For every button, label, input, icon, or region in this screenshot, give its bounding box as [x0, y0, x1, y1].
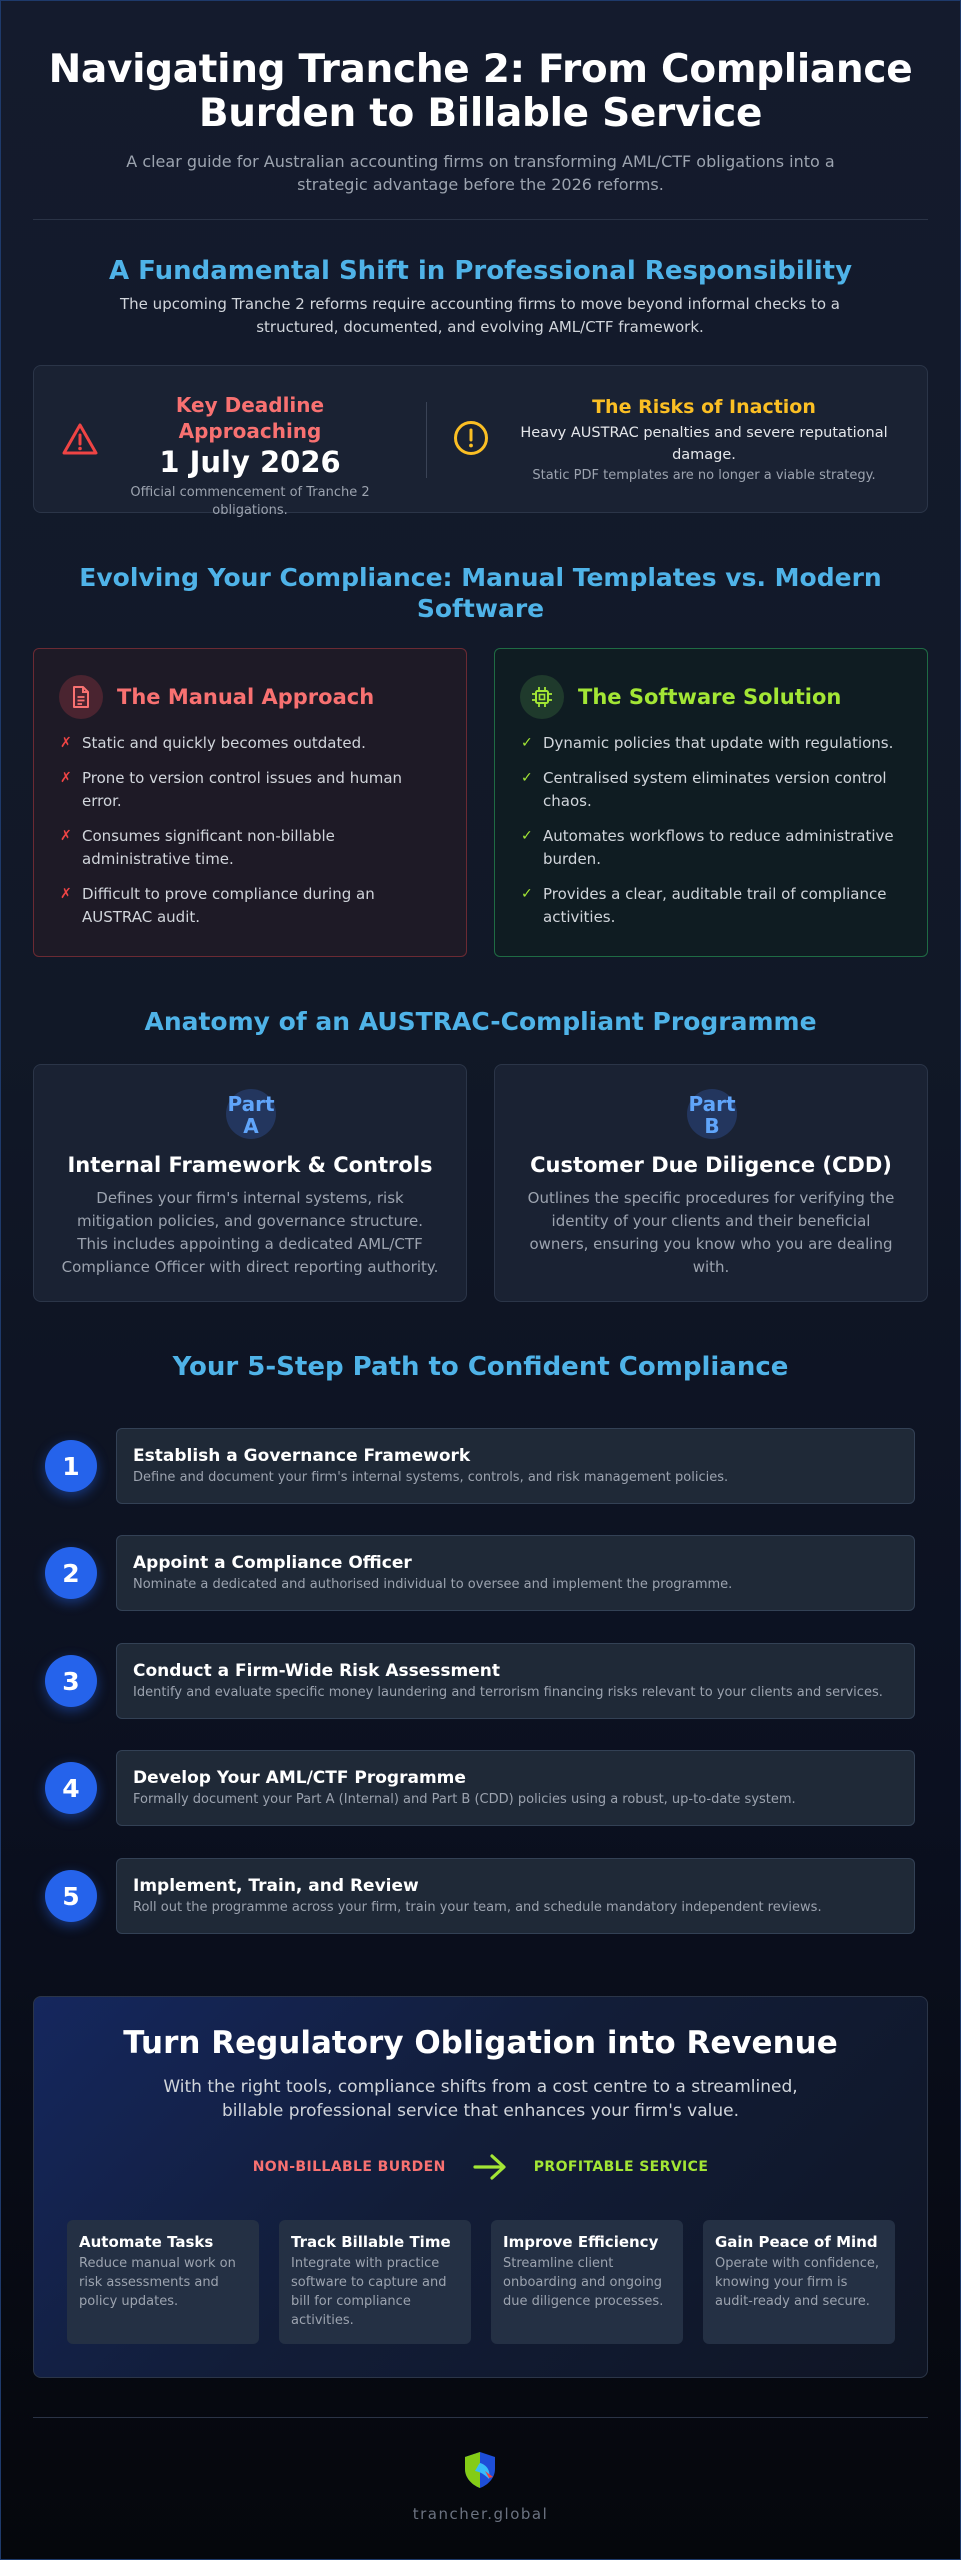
steps-title: Your 5-Step Path to Confident Compliance	[172, 1352, 789, 1382]
shift-description: The upcoming Tranche 2 reforms require accounting firms to move beyond informal checks to a structured, documented, and evolving AML/CTF framework.	[120, 295, 840, 336]
feature-text: Operate with confidence, knowing your firm is audit-ready and secure.	[715, 2256, 880, 2309]
feature-text: Integrate with practice software to capture and bill for compliance activities.	[291, 2256, 447, 2328]
part-b-badge: Part B	[687, 1089, 737, 1139]
feature-title: Gain Peace of Mind	[715, 2233, 878, 2251]
compare-title: Evolving Your Compliance: Manual Templates vs. Modern Software	[79, 563, 882, 623]
part-b-card	[494, 1064, 928, 1302]
list-item: ✗ Static and quickly becomes outdated.	[60, 732, 445, 755]
check-icon: ✓	[521, 770, 533, 786]
manual-approach-card	[33, 648, 467, 957]
step-text: Nominate a dedicated and authorised individual to oversee and implement the programme.	[133, 1577, 733, 1592]
part-a-title: Internal Framework & Controls	[67, 1153, 433, 1177]
revenue-card	[33, 1996, 928, 2378]
step-box	[116, 1750, 915, 1826]
revenue-subtitle: With the right tools, compliance shifts from a cost centre to a streamlined, billable professional service that enhances your firm's value.	[163, 2077, 798, 2121]
feature-peace-of-mind	[703, 2220, 895, 2344]
profitable-label: PROFITABLE SERVICE	[533, 2159, 709, 2175]
feature-title: Automate Tasks	[79, 2233, 214, 2251]
step-text: Identify and evaluate specific money laundering and terrorism financing risks relevant to your clients and services.	[133, 1685, 883, 1700]
step-box	[116, 1428, 915, 1504]
deadline-note: Official commencement of Tranche 2 obligations.	[130, 485, 370, 518]
info-circle-icon	[452, 419, 490, 457]
list-item: ✗ Prone to version control issues and human error.	[60, 767, 445, 813]
step-title: Conduct a Firm-Wide Risk Assessment	[133, 1661, 500, 1681]
anatomy-title: Anatomy of an AUSTRAC-Compliant Programme	[144, 1007, 817, 1036]
step-number: 5	[45, 1870, 97, 1922]
vertical-divider	[426, 402, 427, 478]
footer-divider	[33, 2417, 928, 2418]
step-title: Develop Your AML/CTF Programme	[133, 1768, 466, 1788]
risk-block	[494, 394, 914, 485]
check-icon: ✓	[521, 735, 533, 751]
deadline-card	[33, 365, 928, 518]
page-title: Navigating Tranche 2: From Compliance Burden to Billable Service	[48, 47, 913, 136]
step-text: Define and document your firm's internal systems, controls, and risk management policies.	[133, 1470, 729, 1485]
warning-triangle-icon	[60, 419, 100, 459]
list-item: ✗ Consumes significant non-billable administrative time.	[60, 825, 445, 871]
step-title: Implement, Train, and Review	[133, 1876, 419, 1896]
software-solution-card	[494, 648, 928, 957]
manual-list	[60, 732, 445, 941]
step-text: Formally document your Part A (Internal) and Part B (CDD) policies using a robust, up-to-date system.	[133, 1792, 796, 1807]
list-item: ✗ Difficult to prove compliance during an AUSTRAC audit.	[60, 883, 445, 929]
cross-icon: ✗	[60, 770, 72, 786]
risk-text: Heavy AUSTRAC penalties and severe reputational damage.	[520, 425, 888, 463]
software-title: The Software Solution	[578, 685, 842, 709]
step-number: 2	[45, 1547, 97, 1599]
feature-improve-efficiency	[491, 2220, 683, 2344]
step-box	[116, 1535, 915, 1611]
part-a-card	[33, 1064, 467, 1302]
part-a-text: Defines your firm's internal systems, risk mitigation policies, and governance structure. This includes appointing a dedicated AML/CTF Compliance Officer with direct reporting authority.	[61, 1189, 439, 1276]
feature-title: Track Billable Time	[291, 2233, 451, 2251]
feature-track-billable-time	[279, 2220, 471, 2344]
page-subtitle: A clear guide for Australian accounting firms on transforming AML/CTF obligations into a strategic advantage before the 2026 reforms.	[126, 152, 835, 194]
deadline-block	[110, 392, 390, 520]
step-2	[45, 1535, 915, 1611]
manual-header	[59, 675, 374, 719]
step-box	[116, 1643, 915, 1719]
arrow-right-icon	[472, 2152, 508, 2182]
cross-icon: ✗	[60, 886, 72, 902]
step-number: 1	[45, 1440, 97, 1492]
revenue-title: Turn Regulatory Obligation into Revenue	[123, 2025, 838, 2061]
step-box	[116, 1858, 915, 1934]
software-header	[520, 675, 841, 719]
check-icon: ✓	[521, 886, 533, 902]
footer-site[interactable]: trancher.global	[412, 2505, 549, 2523]
step-title: Establish a Governance Framework	[133, 1446, 471, 1466]
burden-to-profit-flow	[34, 2150, 927, 2184]
feature-text: Reduce manual work on risk assessments and policy updates.	[79, 2256, 236, 2309]
page-header	[33, 48, 928, 196]
list-item: ✓ Centralised system eliminates version control chaos.	[521, 767, 906, 813]
chip-icon	[520, 675, 564, 719]
step-3	[45, 1643, 915, 1719]
risk-label: The Risks of Inaction	[592, 396, 816, 418]
list-item: ✓ Dynamic policies that update with regulations.	[521, 732, 906, 755]
feature-title: Improve Efficiency	[503, 2233, 659, 2251]
software-list	[521, 732, 906, 941]
step-title: Appoint a Compliance Officer	[133, 1553, 412, 1573]
divider	[33, 219, 928, 220]
step-5	[45, 1858, 915, 1934]
deadline-label: Key Deadline Approaching	[175, 393, 325, 443]
feature-text: Streamline client onboarding and ongoing due diligence processes.	[503, 2256, 664, 2309]
part-a-badge: Part A	[226, 1089, 276, 1139]
part-b-title: Customer Due Diligence (CDD)	[530, 1153, 892, 1177]
deadline-date: 1 July 2026	[159, 445, 341, 479]
list-item: ✓ Automates workflows to reduce administrative burden.	[521, 825, 906, 871]
part-b-text: Outlines the specific procedures for verifying the identity of your clients and their beneficial owners, ensuring you know who you are dealing with.	[527, 1189, 895, 1276]
manual-title: The Manual Approach	[117, 685, 375, 709]
feature-automate-tasks	[67, 2220, 259, 2344]
shift-title: A Fundamental Shift in Professional Responsibility	[108, 256, 853, 286]
shield-logo-icon[interactable]	[459, 2449, 501, 2491]
cross-icon: ✗	[60, 828, 72, 844]
step-number: 4	[45, 1762, 97, 1814]
non-billable-label: NON-BILLABLE BURDEN	[252, 2159, 446, 2175]
step-text: Roll out the programme across your firm, train your team, and schedule mandatory independent reviews.	[133, 1900, 822, 1915]
check-icon: ✓	[521, 828, 533, 844]
step-number: 3	[45, 1655, 97, 1707]
risk-note: Static PDF templates are no longer a viable strategy.	[532, 468, 876, 483]
step-1	[45, 1428, 915, 1504]
cross-icon: ✗	[60, 735, 72, 751]
list-item: ✓ Provides a clear, auditable trail of compliance activities.	[521, 883, 906, 929]
document-icon	[59, 675, 103, 719]
step-4	[45, 1750, 915, 1826]
